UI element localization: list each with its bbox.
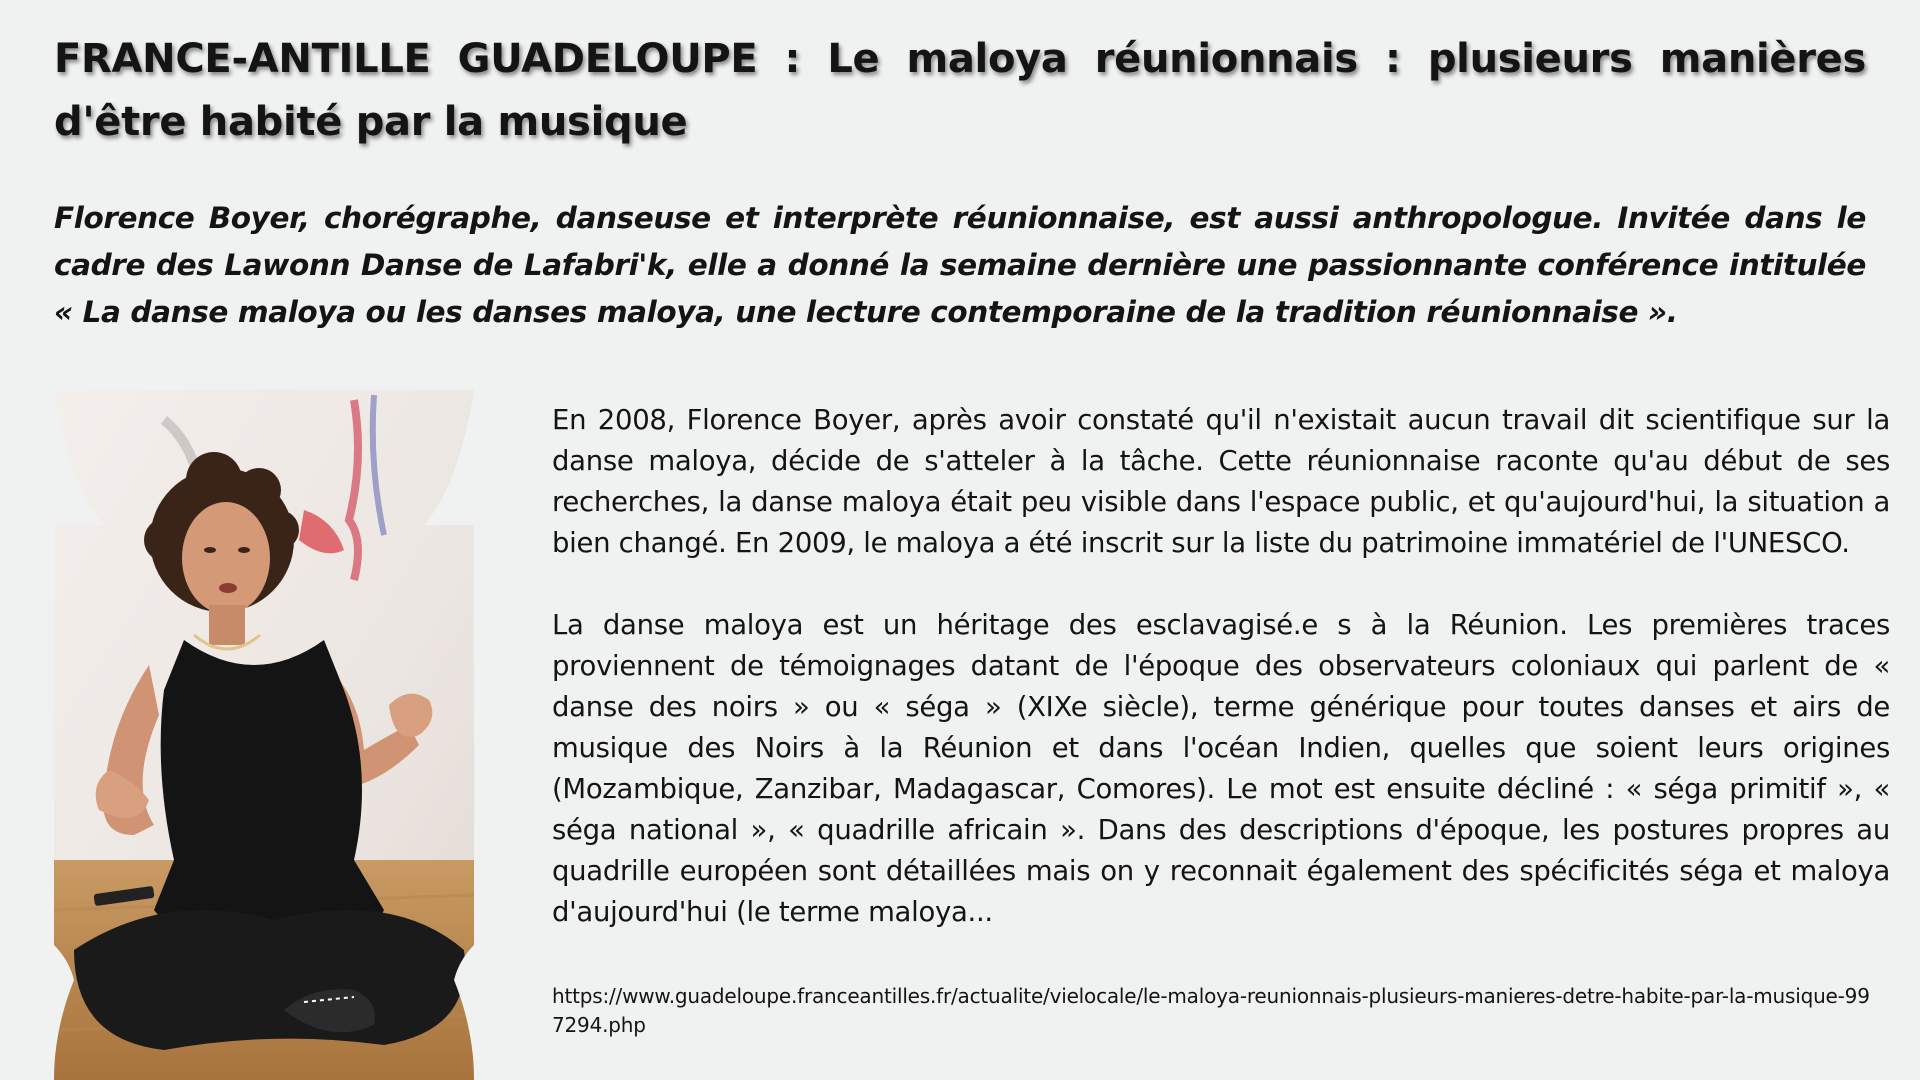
source-url[interactable]: https://www.guadeloupe.franceantilles.fr/actualite/vielocale/le-maloya-reunionnais-plusieurs-manieres-detre-habite-par-la-musique-997294.php [552,984,1870,1037]
article-headline: FRANCE-ANTILLE GUADELOUPE : Le maloya réunionnais : plusieurs manières d'être habité par la musique [54,36,1866,145]
article-body [552,400,1890,974]
article-lede: Florence Boyer, chorégraphe, danseuse et interprète réunionnaise, est aussi anthropologue. Invitée dans le cadre des Lawonn Danse de Lafabri'k, elle a donné la semaine dernière une passionnante conférence intitulée « La danse maloya ou les danses maloya, une lecture contemporaine de la tradition réunionnaise ». [54,201,1866,329]
person-photo-icon [54,390,474,1080]
dancer-photo [54,390,474,1080]
article-paragraph: En 2008, Florence Boyer, après avoir constaté qu'il n'existait aucun travail dit scientifique sur la danse maloya, décide de s'atteler à la tâche. Cette réunionnaise raconte qu'au début de ses recherches, la danse maloya était peu visible dans l'espace public, et qu'aujourd'hui, la situation a bien changé. En 2009, le maloya a été inscrit sur la liste du patrimoine immatériel de l'UNESCO. [552,404,1890,559]
article-paragraph: La danse maloya est un héritage des esclavagisé.e s à la Réunion. Les premières traces proviennent de témoignages datant de l'époque des observateurs coloniaux qui parlent de « danse des noirs » ou « séga » (XIXe siècle), terme générique pour toutes danses et airs de musique des Noirs à la Réunion et dans l'océan Indien, quelles que soient leurs origines (Mozambique, Zanzibar, Madagascar, Comores). Le mot est ensuite décliné : « séga primitif », « séga national », « quadrille africain ». Dans des descriptions d'époque, les postures propres au quadrille européen sont détaillées mais on y reconnait également des spécificités séga et maloya d'aujourd'hui (le terme maloya... [552,609,1890,928]
